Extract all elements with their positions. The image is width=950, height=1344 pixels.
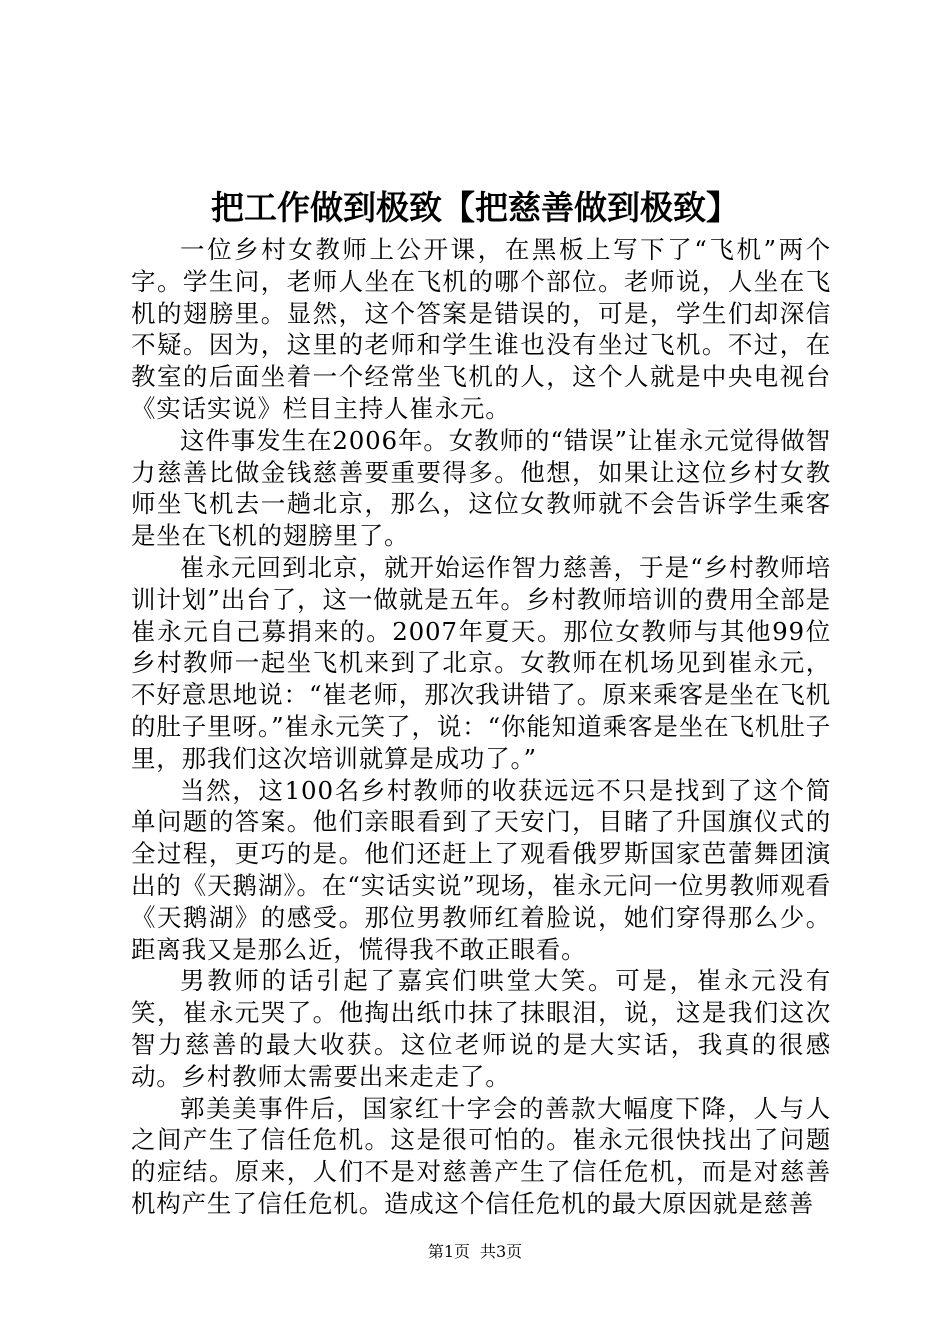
paragraph: 郭美美事件后，国家红十字会的善款大幅度下降，人与人之间产生了信任危机。这是很可怕的。崔永元很快找出了问题的症结。原来，人们不是对慈善产生了信任危机，而是对慈善机构产生了信任危机。造成这个信任危机的最大原因就是慈善: [131, 1093, 831, 1218]
page-total: 共3页: [480, 1242, 523, 1261]
document-title: 把工作做到极致【把慈善做到极致】: [211, 188, 739, 227]
page-footer: [0, 1240, 950, 1264]
paragraph: 这件事发生在2006年。女教师的“错误”让崔永元觉得做智力慈善比做金钱慈善要重要得多。他想，如果让这位乡村女教师坐飞机去一趟北京，那么，这位女教师就不会告诉学生乘客是坐在飞机的翅膀里了。: [131, 425, 831, 551]
document-body: [131, 234, 831, 1220]
page-number: 第1页: [427, 1242, 470, 1261]
paragraph: 当然，这100名乡村教师的收获远远不只是找到了这个简单问题的答案。他们亲眼看到了天安门，目睹了升国旗仪式的全过程，更巧的是。他们还赶上了观看俄罗斯国家芭蕾舞团演出的《天鹅湖》。在“实话实说”现场，崔永元问一位男教师观看《天鹅湖》的感受。那位男教师红着脸说，她们穿得那么少。距离我又是那么近，慌得我不敢正眼看。: [131, 775, 831, 964]
paragraph: 一位乡村女教师上公开课，在黑板上写下了“飞机”两个字。学生问，老师人坐在飞机的哪个部位。老师说，人坐在飞机的翅膀里。显然，这个答案是错误的，可是，学生们却深信不疑。因为，这里的老师和学生谁也没有坐过飞机。不过，在教室的后面坐着一个经常坐飞机的人，这个人就是中央电视台《实话实说》栏目主持人崔永元。: [131, 235, 831, 423]
paragraph: 崔永元回到北京，就开始运作智力慈善，于是“乡村教师培训计划”出台了，这一做就是五年。乡村教师培训的费用全部是崔永元自己募捐来的。2007年夏天。那位女教师与其他99位乡村教师一起坐飞机来到了北京。女教师在机场见到崔永元，不好意思地说：“崔老师，那次我讲错了。原来乘客是坐在飞机的肚子里呀。”崔永元笑了，说：“你能知道乘客是坐在飞机肚子里，那我们这次培训就算是成功了。”: [131, 552, 831, 773]
paragraph: 男教师的话引起了嘉宾们哄堂大笑。可是，崔永元没有笑，崔永元哭了。他掏出纸巾抹了抹眼泪，说，这是我们这次智力慈善的最大收获。这位老师说的是大实话，我真的很感动。乡村教师太需要出来走走了。: [131, 966, 831, 1091]
